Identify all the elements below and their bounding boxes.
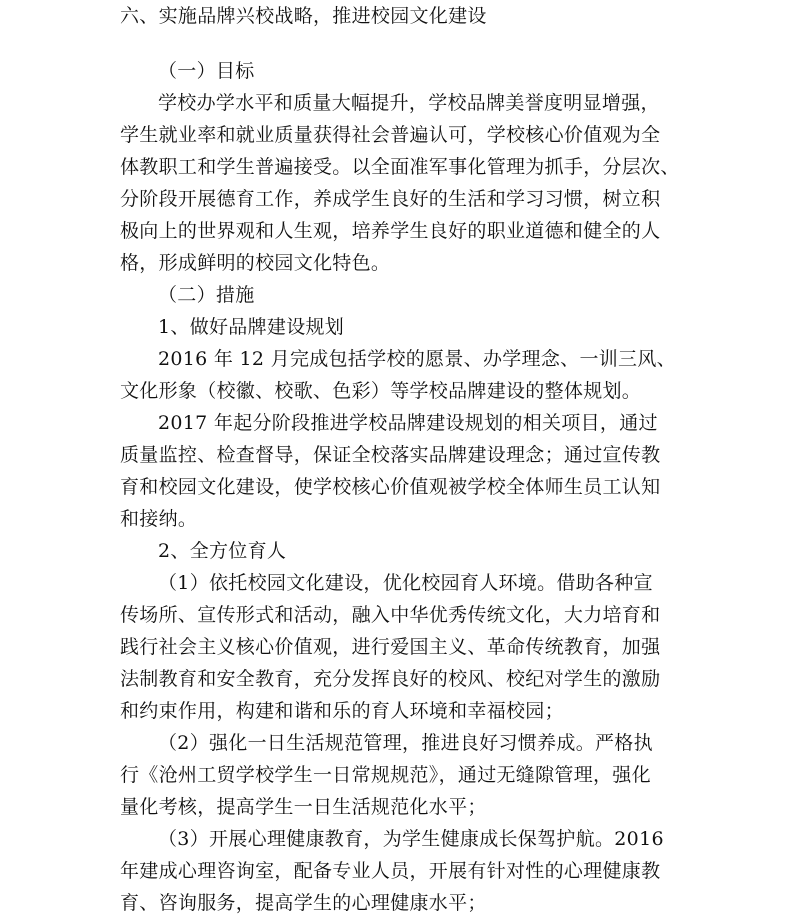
subsection-heading-goal: （一）目标 — [158, 60, 255, 82]
paragraph-line: 传场所、宣传形式和活动，融入中华优秀传统文化，大力培育和 — [120, 604, 661, 626]
paragraph-line: 践行社会主义核心价值观，进行爱国主义、革命传统教育，加强 — [120, 636, 661, 658]
paragraph-line: （3）开展心理健康教育，为学生健康成长保驾护航。2016 — [158, 828, 664, 850]
paragraph-line: 极向上的世界观和人生观，培养学生良好的职业道德和健全的人 — [120, 220, 661, 242]
paragraph-line: 学校办学水平和质量大幅提升，学校品牌美誉度明显增强， — [158, 92, 660, 114]
paragraph-line: 行《沧州工贸学校学生一日常规规范》，通过无缝隙管理，强化 — [120, 764, 651, 786]
section-title: 六、实施品牌兴校战略，推进校园文化建设 — [120, 5, 487, 27]
paragraph-line: 格，形成鲜明的校园文化特色。 — [120, 252, 391, 274]
paragraph-line: 文化形象（校徽、校歌、色彩）等学校品牌建设的整体规划。 — [120, 380, 642, 402]
paragraph-line: 育、咨询服务，提高学生的心理健康水平； — [120, 892, 487, 914]
paragraph-line: 学生就业率和就业质量获得社会普遍认可，学校核心价值观为全 — [120, 124, 661, 146]
paragraph-line: 质量监控、检查督导，保证全校落实品牌建设理念；通过宣传教 — [120, 444, 661, 466]
paragraph-line: （1）依托校园文化建设，优化校园育人环境。借助各种宣 — [158, 572, 653, 594]
item-heading-brand-plan: 1、做好品牌建设规划 — [158, 316, 345, 338]
paragraph-line: 2016 年 12 月完成包括学校的愿景、办学理念、一训三风、 — [158, 348, 676, 370]
paragraph-line: 体教职工和学生普遍接受。以全面准军事化管理为抓手，分层次、 — [120, 156, 680, 178]
paragraph-line: 和接纳。 — [120, 508, 198, 530]
paragraph-line: 分阶段开展德育工作，养成学生良好的生活和学习习惯，树立积 — [120, 188, 661, 210]
paragraph-line: （2）强化一日生活规范管理，推进良好习惯养成。严格执 — [158, 732, 653, 754]
paragraph-line: 量化考核，提高学生一日生活规范化水平； — [120, 796, 487, 818]
paragraph-line: 2017 年起分阶段推进学校品牌建设规划的相关项目，通过 — [158, 412, 658, 434]
paragraph-line: 法制教育和安全教育，充分发挥良好的校风、校纪对学生的激励 — [120, 668, 661, 690]
subsection-heading-measures: （二）措施 — [158, 284, 255, 306]
paragraph-line: 年建成心理咨询室，配备专业人员，开展有针对性的心理健康教 — [120, 860, 661, 882]
item-heading-all-round-education: 2、全方位育人 — [158, 540, 287, 562]
paragraph-line: 和约束作用，构建和谐和乐的育人环境和幸福校园； — [120, 700, 564, 722]
paragraph-line: 育和校园文化建设，使学校核心价值观被学校全体师生员工认知 — [120, 476, 661, 498]
